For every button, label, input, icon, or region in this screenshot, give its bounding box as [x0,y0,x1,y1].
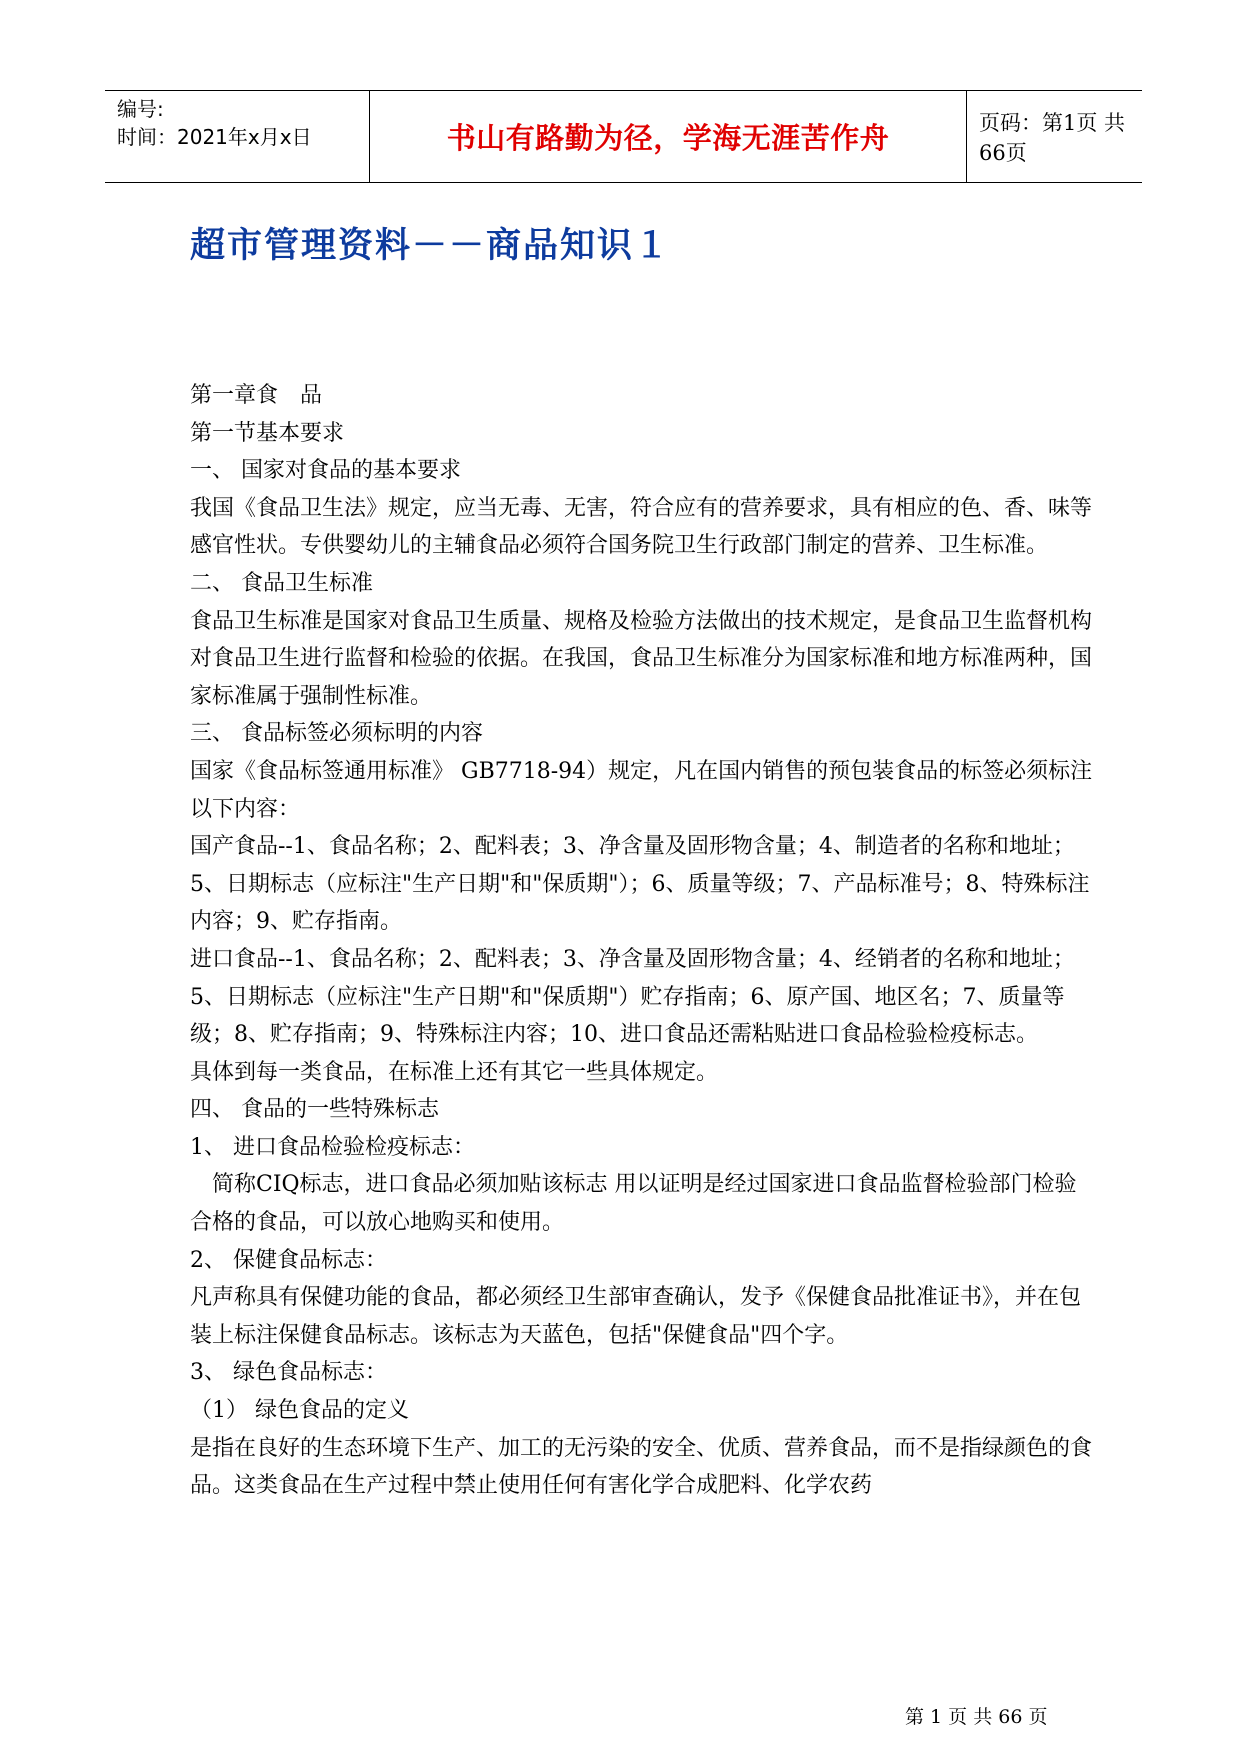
document-time-label: 时间：2021年x月x日 [117,125,312,149]
body-paragraph: 凡声称具有保健功能的食品，都必须经卫生部审查确认，发予《保健食品批准证书》，并在包装上标注保健食品标志。该标志为天蓝色，包括"保健食品"四个字。 [190,1285,1082,1348]
subsection-heading: 二、 食品卫生标准 [190,570,373,596]
document-number-label: 编号: [117,97,164,121]
header-page-label: 页码：第1页 共66页 [979,110,1126,165]
body-paragraph: 国产食品--1、食品名称；2、配料表；3、净含量及固形物含量；4、制造者的名称和地址；5、日期标志（应标注"生产日期"和"保质期"）；6、质量等级；7、产品标准号；8、特殊标注内容；9、贮存指南。 [190,834,1090,935]
body-paragraph: 国家《食品标签通用标准》 GB7718-94）规定，凡在国内销售的预包装食品的标签必须标注以下内容： [190,758,1093,822]
list-item-heading: 1、 进口食品检验检疫标志： [190,1134,475,1160]
subsection-heading: 四、 食品的一些特殊标志 [190,1097,439,1123]
header-motto: 书山有路勤为径，学海无涯苦作舟 [370,91,967,182]
subsection-heading: 一、 国家对食品的基本要求 [190,458,461,484]
section-heading: 第一节基本要求 [190,420,345,446]
chapter-heading: 第一章食 品 [190,383,323,408]
document-body [190,377,1095,1505]
document-title: 超市管理资料－－商品知识１ [190,225,672,266]
body-paragraph: 简称CIQ标志，进口食品必须加贴该标志 用以证明是经过国家进口食品监督检验部门检验合格的食品，可以放心地购买和使用。 [190,1172,1077,1236]
body-paragraph: 具体到每一类食品，在标准上还有其它一些具体规定。 [190,1059,719,1085]
list-item-heading: （1） 绿色食品的定义 [190,1398,409,1424]
body-paragraph: 我国《食品卫生法》规定，应当无毒、无害，符合应有的营养要求，具有相应的色、香、味等感官性状。专供婴幼儿的主辅食品必须符合国务院卫生行政部门制定的营养、卫生标准。 [190,495,1093,559]
body-paragraph: 是指在良好的生态环境下生产、加工的无污染的安全、优质、营养食品，而不是指绿颜色的食品。这类食品在生产过程中禁止使用任何有害化学合成肥料、化学农药 [190,1435,1093,1499]
page-footer: 第 1 页 共 66 页 [905,1706,1048,1728]
header-left-cell [105,91,370,182]
list-item-heading: 2、 保健食品标志： [190,1247,387,1273]
list-item-heading: 3、 绿色食品标志： [190,1360,387,1386]
body-paragraph: 食品卫生标准是国家对食品卫生质量、规格及检验方法做出的技术规定，是食品卫生监督机构对食品卫生进行监督和检验的依据。在我国，食品卫生标准分为国家标准和地方标准两种，国家标准属于强制性标准。 [190,608,1093,709]
page-header [105,90,1142,183]
body-paragraph: 进口食品--1、食品名称；2、配料表；3、净含量及固形物含量；4、经销者的名称和地址；5、日期标志（应标注"生产日期"和"保质期"）贮存指南；6、原产国、地区名；7、质量等级；8、贮存指南；9、特殊标注内容；10、进口食品还需粘贴进口食品检验检疫标志。 [190,946,1075,1048]
subsection-heading: 三、 食品标签必须标明的内容 [190,721,483,747]
